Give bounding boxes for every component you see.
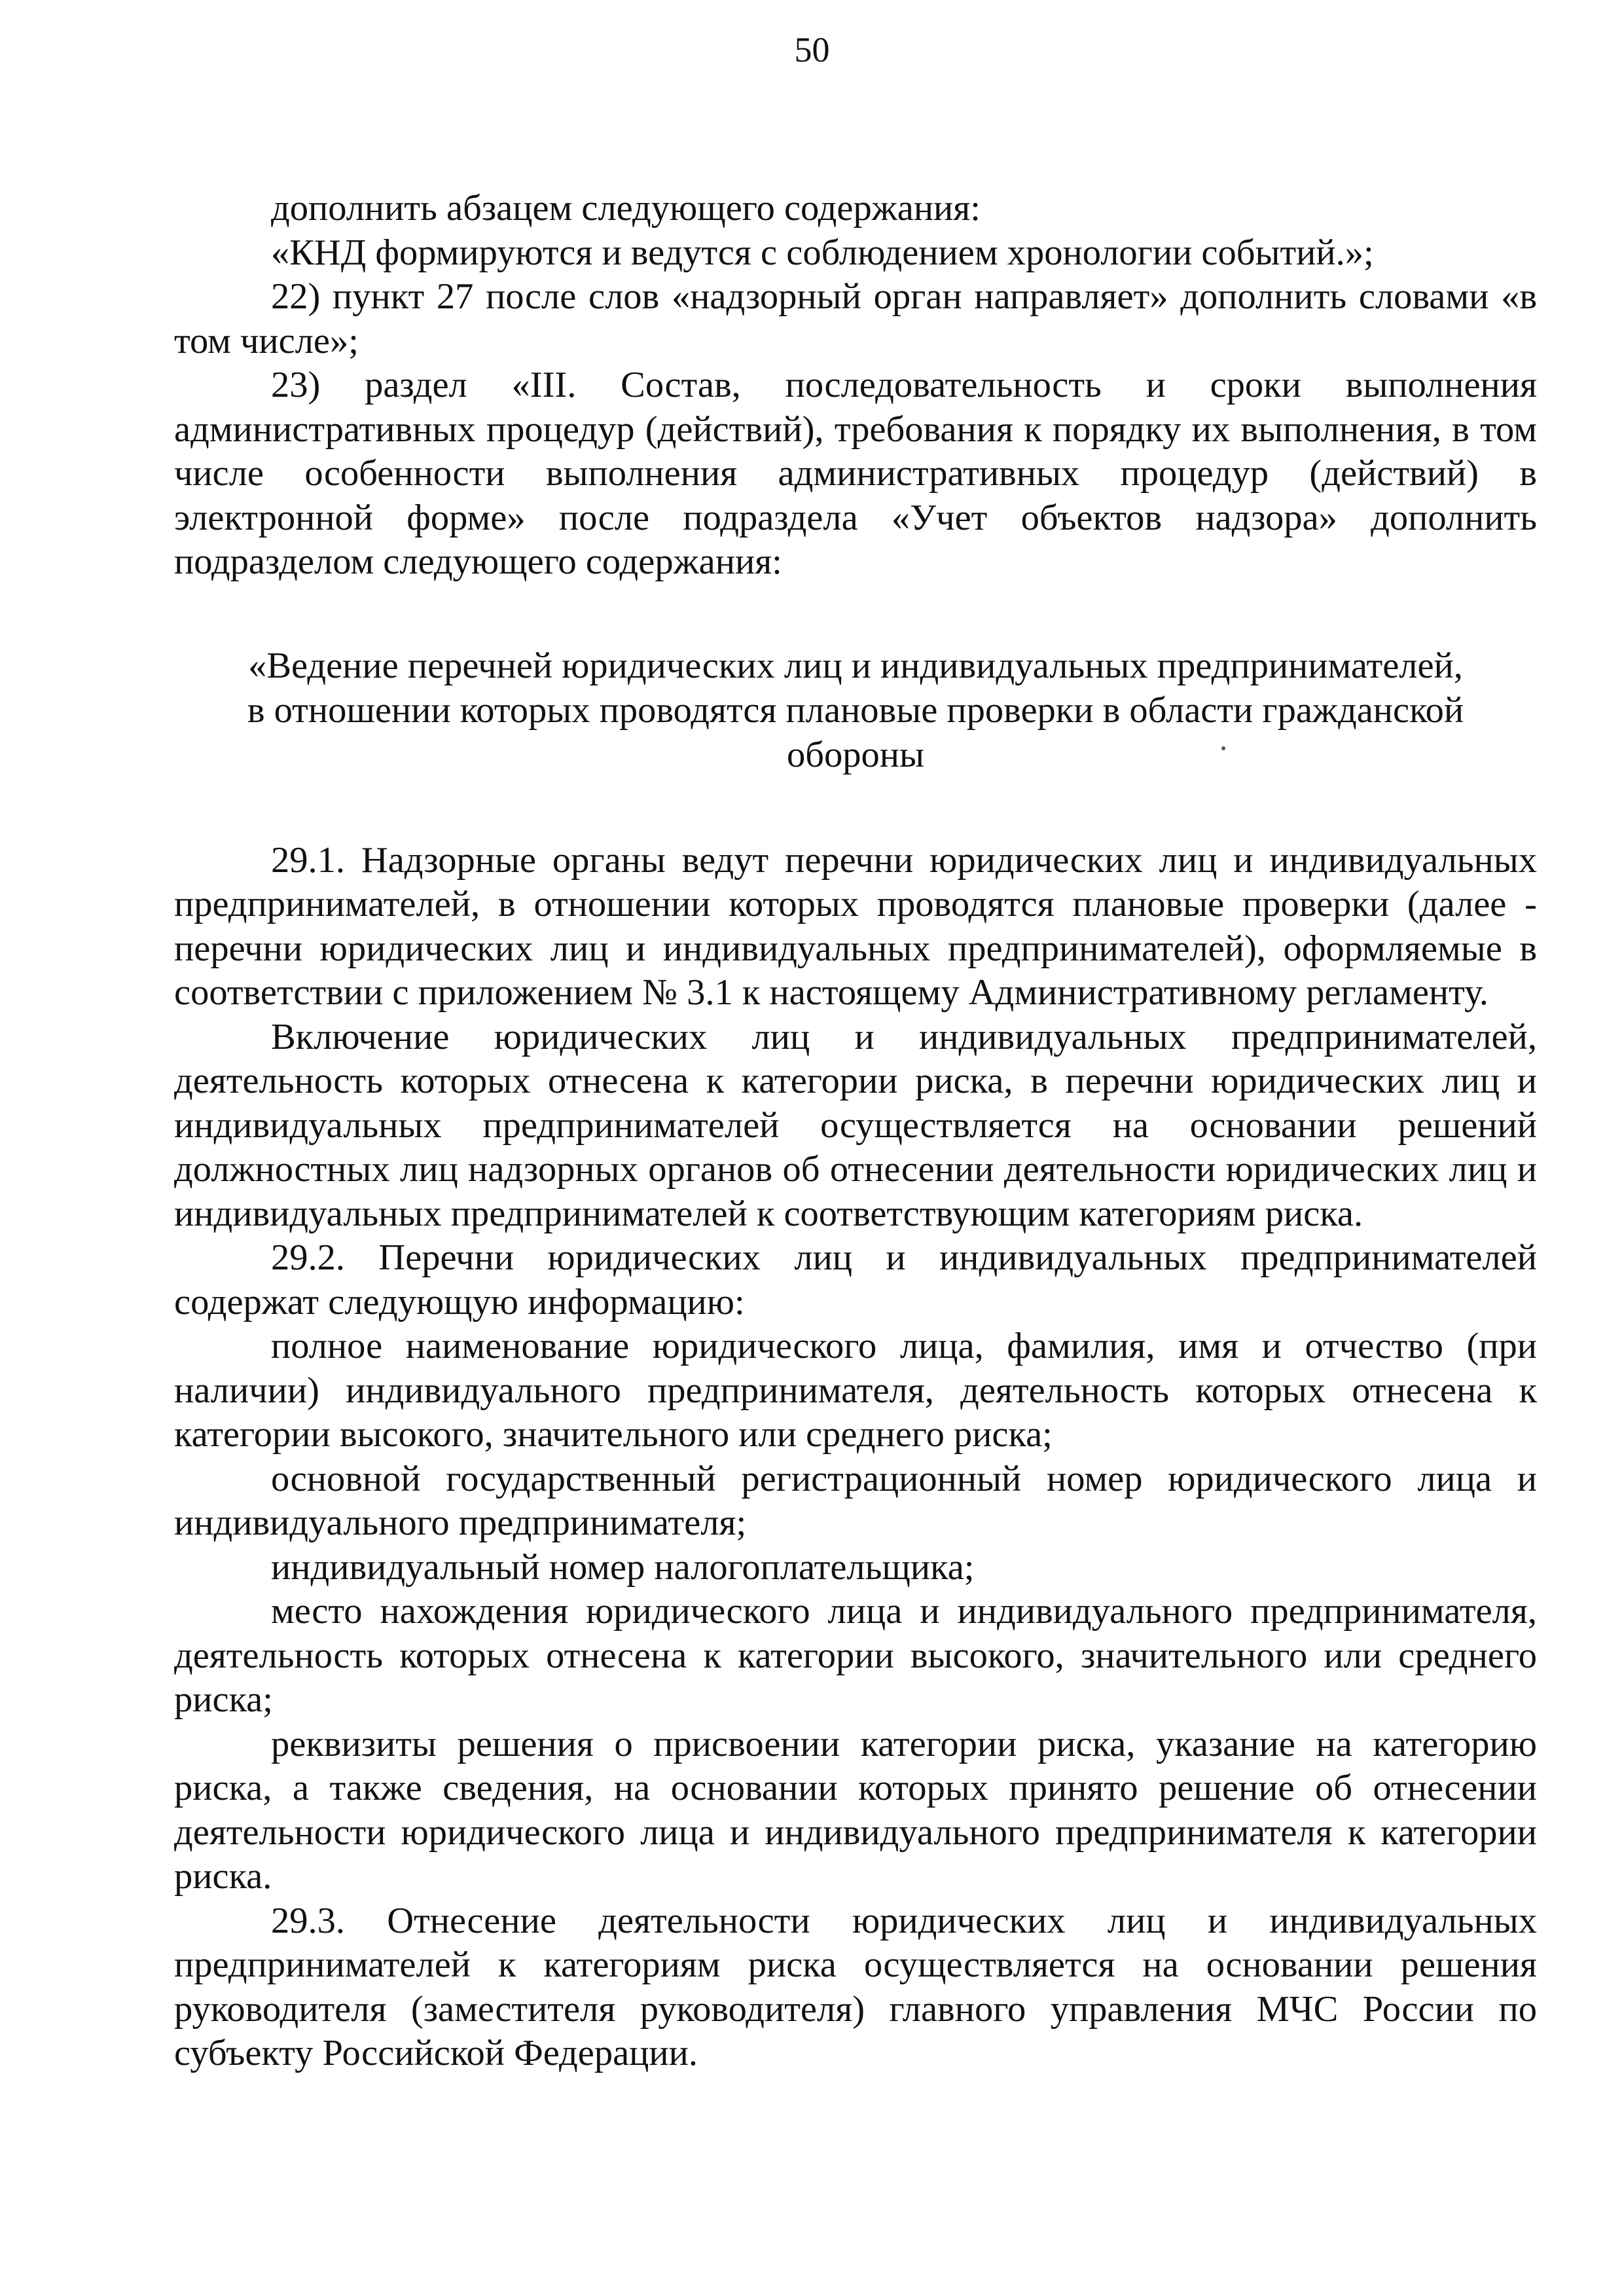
paragraph-amend-intro: дополнить абзацем следующего содержания: <box>271 188 981 228</box>
list-item-ogrn: основной государственный регистрационный номер юридического лица и индивидуального предпринимателя; <box>174 1458 1537 1543</box>
subsection-heading-line: обороны <box>787 734 924 775</box>
subsection-heading <box>174 644 1537 777</box>
paragraph-29-3: 29.3. Отнесение деятельности юридических лиц и индивидуальных предпринимателей к категориям риска осуществляется на основании решения руководителя (заместителя руководителя) главного управления МЧС России по субъекту Российской Федерации. <box>174 1900 1537 2073</box>
paragraph-inclusion: Включение юридических лиц и индивидуальных предпринимателей, деятельность которых отнесена к категории риска, в перечни юридических лиц и индивидуальных предпринимателей осуществляется на основании решений должностных лиц надзорных органов об отнесении деятельности юридических лиц и индивидуальных предпринимателей к соответствующим категориям риска. <box>174 1016 1537 1234</box>
paragraph-29-2: 29.2. Перечни юридических лиц и индивидуальных предпринимателей содержат следующую информацию: <box>174 1237 1537 1322</box>
document-body <box>174 187 1537 2076</box>
paragraph-item-23: 23) раздел «III. Состав, последовательность и сроки выполнения административных процедур (действий), требования к порядку их выполнения, в том числе особенности выполнения административных процедур (действий) в электронной форме» после подраздела «Учет объектов надзора» дополнить подразделом следующего содержания: <box>174 365 1537 582</box>
list-item-decision-details: реквизиты решения о присвоении категории риска, указание на категорию риска, а также сведения, на основании которых принято решение об отнесении деятельности юридического лица и индивидуального предпринимателя к категории риска. <box>174 1723 1537 1897</box>
paragraph-knd-quote: «КНД формируются и ведутся с соблюдением хронологии событий.»; <box>271 232 1374 273</box>
paragraph-item-22: 22) пункт 27 после слов «надзорный орган направляет» дополнить словами «в том числе»; <box>174 276 1537 361</box>
subsection-heading-line: в отношении которых проводятся плановые проверки в области гражданской <box>247 689 1464 731</box>
page-number: 50 <box>794 30 830 69</box>
scan-speck <box>1221 746 1225 750</box>
paragraph-29-1: 29.1. Надзорные органы ведут перечни юридических лиц и индивидуальных предпринимателей, в отношении которых проводятся плановые проверки (далее - перечни юридических лиц и индивидуальных предпринимателей), оформляемые в соответствии с приложением № 3.1 к настоящему Административному регламенту. <box>174 839 1537 1013</box>
subsection-heading-line: «Ведение перечней юридических лиц и индивидуальных предпринимателей, <box>248 645 1463 686</box>
list-item-inn: индивидуальный номер налогоплательщика; <box>271 1546 975 1588</box>
list-item-location: место нахождения юридического лица и индивидуального предпринимателя, деятельность которых отнесена к категории высокого, значительного или среднего риска; <box>174 1591 1537 1720</box>
list-item-full-name: полное наименование юридического лица, фамилия, имя и отчество (при наличии) индивидуального предпринимателя, деятельность которых отнесена к категории высокого, значительного или среднего риска; <box>174 1326 1537 1455</box>
